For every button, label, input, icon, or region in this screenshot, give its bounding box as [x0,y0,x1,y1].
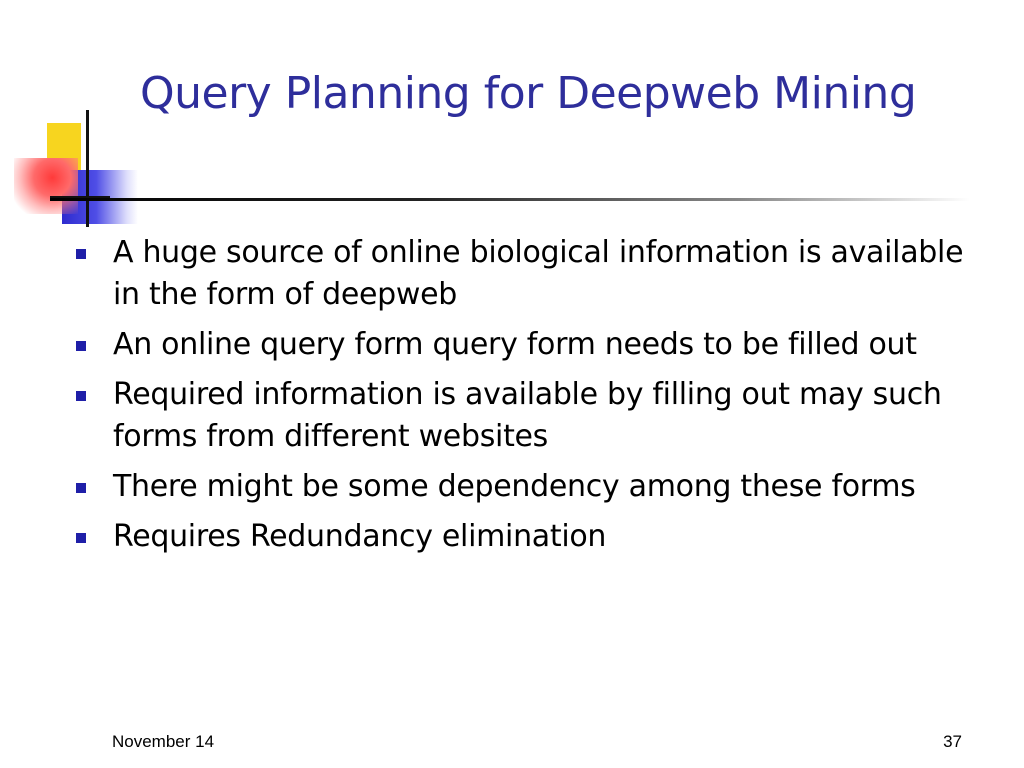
bullet-text: Required information is available by filling out may such forms from different websites [113,377,942,454]
template-logo-icon [0,0,140,240]
square-bullet-icon [76,391,86,401]
square-bullet-icon [76,249,86,259]
title-divider [50,198,970,201]
square-bullet-icon [76,483,86,493]
logo-red-square [14,158,78,214]
footer-date: November 14 [112,732,215,751]
bullet-text: Requires Redundancy elimination [113,519,607,554]
slide-title: Query Planning for Deepweb Mining [140,68,917,119]
square-bullet-icon [76,533,86,543]
bullet-list [76,232,976,566]
bullet-text: A huge source of online biological information is available in the form of deepweb [113,235,964,312]
bullet-item [76,232,976,316]
logo-vertical-line [86,110,89,227]
bullet-item [76,324,976,366]
bullet-text: There might be some dependency among these forms [113,469,916,504]
page-number: 37 [943,732,962,751]
bullet-item [76,516,976,558]
bullet-item [76,374,976,458]
bullet-item [76,466,976,508]
bullet-text: An online query form query form needs to be filled out [113,327,917,362]
square-bullet-icon [76,341,86,351]
